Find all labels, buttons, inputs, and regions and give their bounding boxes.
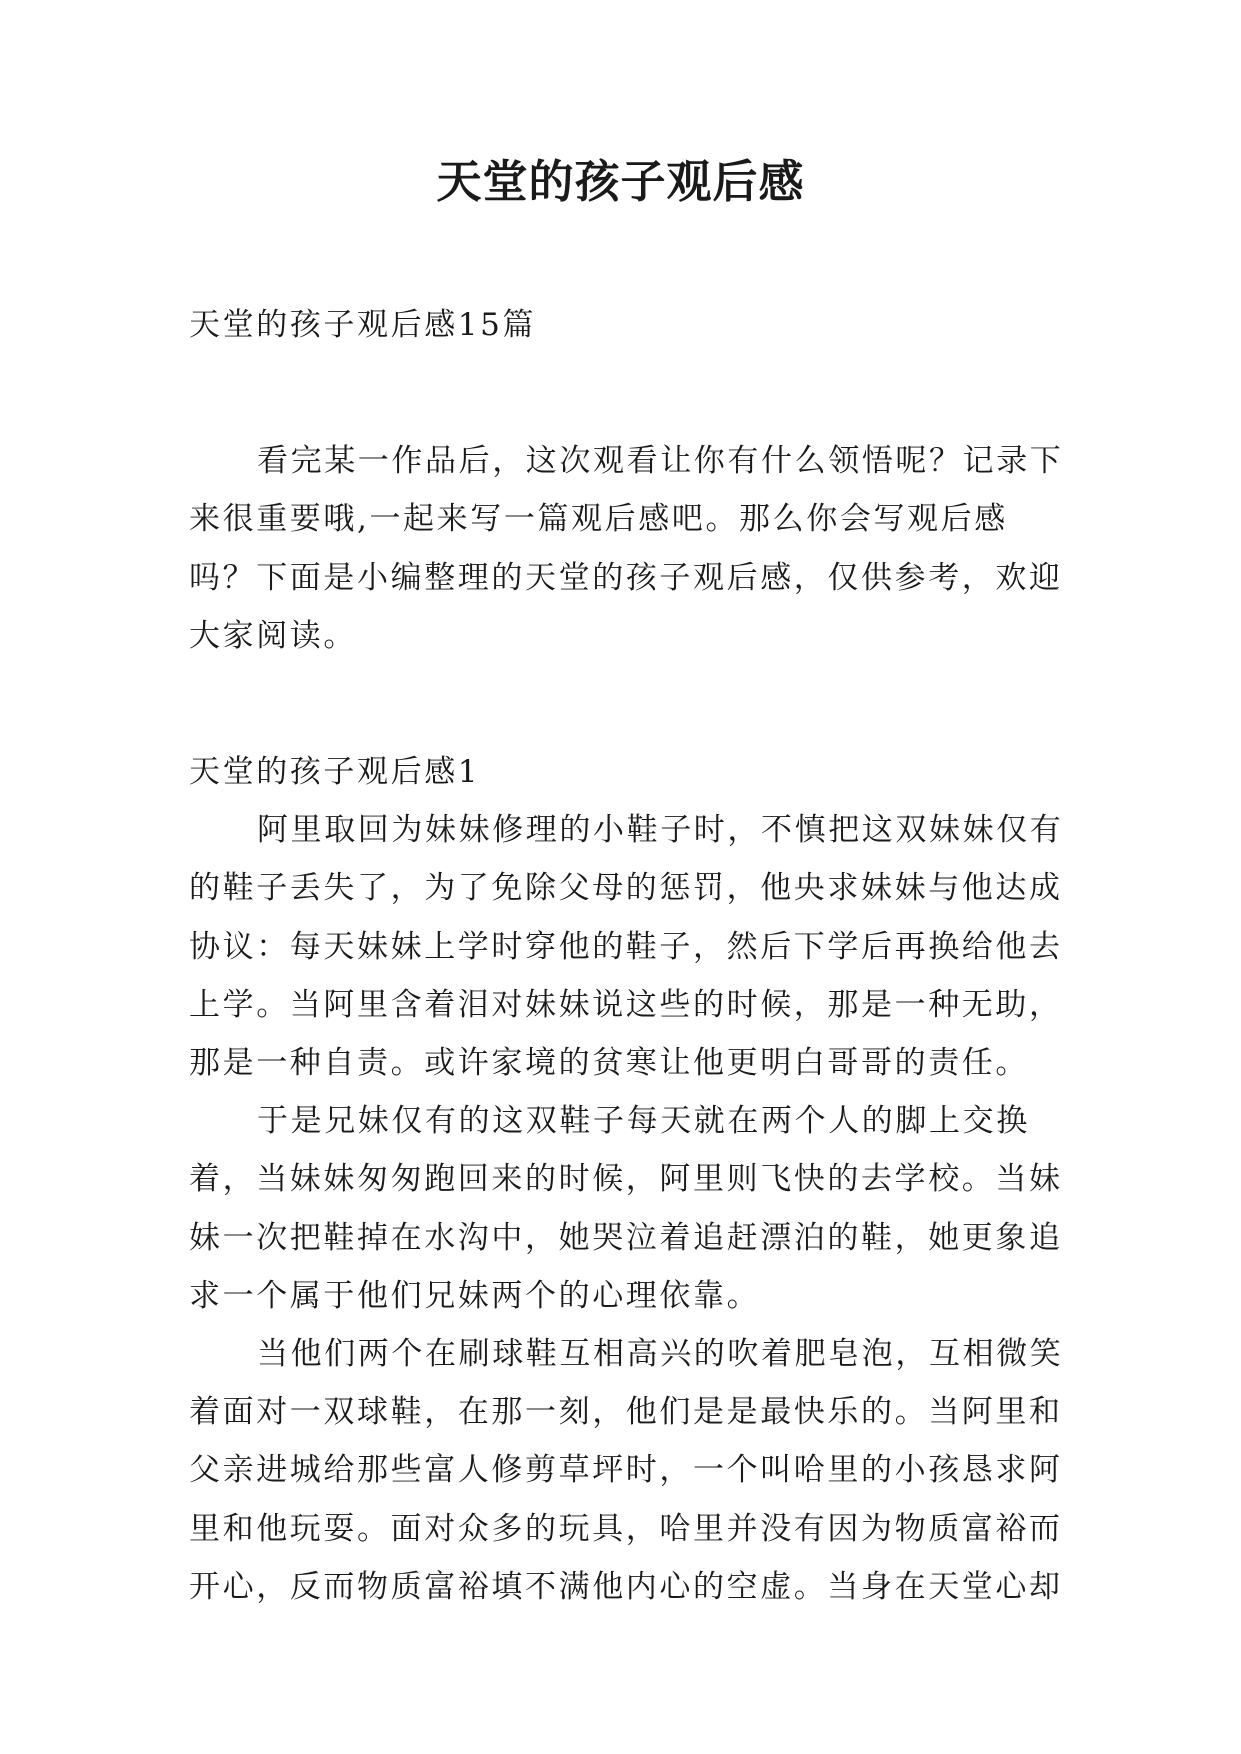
body-paragraph: 于是兄妹仅有的这双鞋子每天就在两个人的脚上交换着，当妹妹匆匆跑回来的时候，阿里则飞快的去学校。当妹妹一次把鞋掉在水沟中，她哭泣着追赶漂泊的鞋，她更象追求一个属于他们兄妹两个的心理依靠。 [189,1103,1063,1314]
document-title: 天堂的孩子观后感 [436,155,805,208]
section-heading: 天堂的孩子观后感1 [189,754,481,791]
intro-paragraph: 看完某一作品后，这次观看让你有什么领悟呢？记录下来很重要哦,一起来写一篇观后感吧。那么你会写观后感吗？下面是小编整理的天堂的孩子观后感，仅供参考，欢迎大家阅读。 [189,443,1064,654]
document-subtitle: 天堂的孩子观后感15篇 [189,307,537,343]
body-paragraph: 当他们两个在刷球鞋互相高兴的吹着肥皂泡，互相微笑着面对一双球鞋，在那一刻，他们是是最快乐的。当阿里和父亲进城给那些富人修剪草坪时，一个叫哈里的小孩恳求阿里和他玩耍。面对众多的玩具，哈里并没有因为物质富裕而开心，反而物质富裕填不满他内心的空虚。当身在天堂心却 [189,1336,1064,1605]
body-paragraph: 阿里取回为妹妹修理的小鞋子时，不慎把这双妹妹仅有的鞋子丢失了，为了免除父母的惩罚，他央求妹妹与他达成协议：每天妹妹上学时穿他的鞋子，然后下学后再换给他去上学。当阿里含着泪对妹妹说这些的时候，那是一种无助，那是一种自责。或许家境的贫寒让他更明白哥哥的责任。 [189,812,1064,1082]
document-body [189,296,1065,1616]
